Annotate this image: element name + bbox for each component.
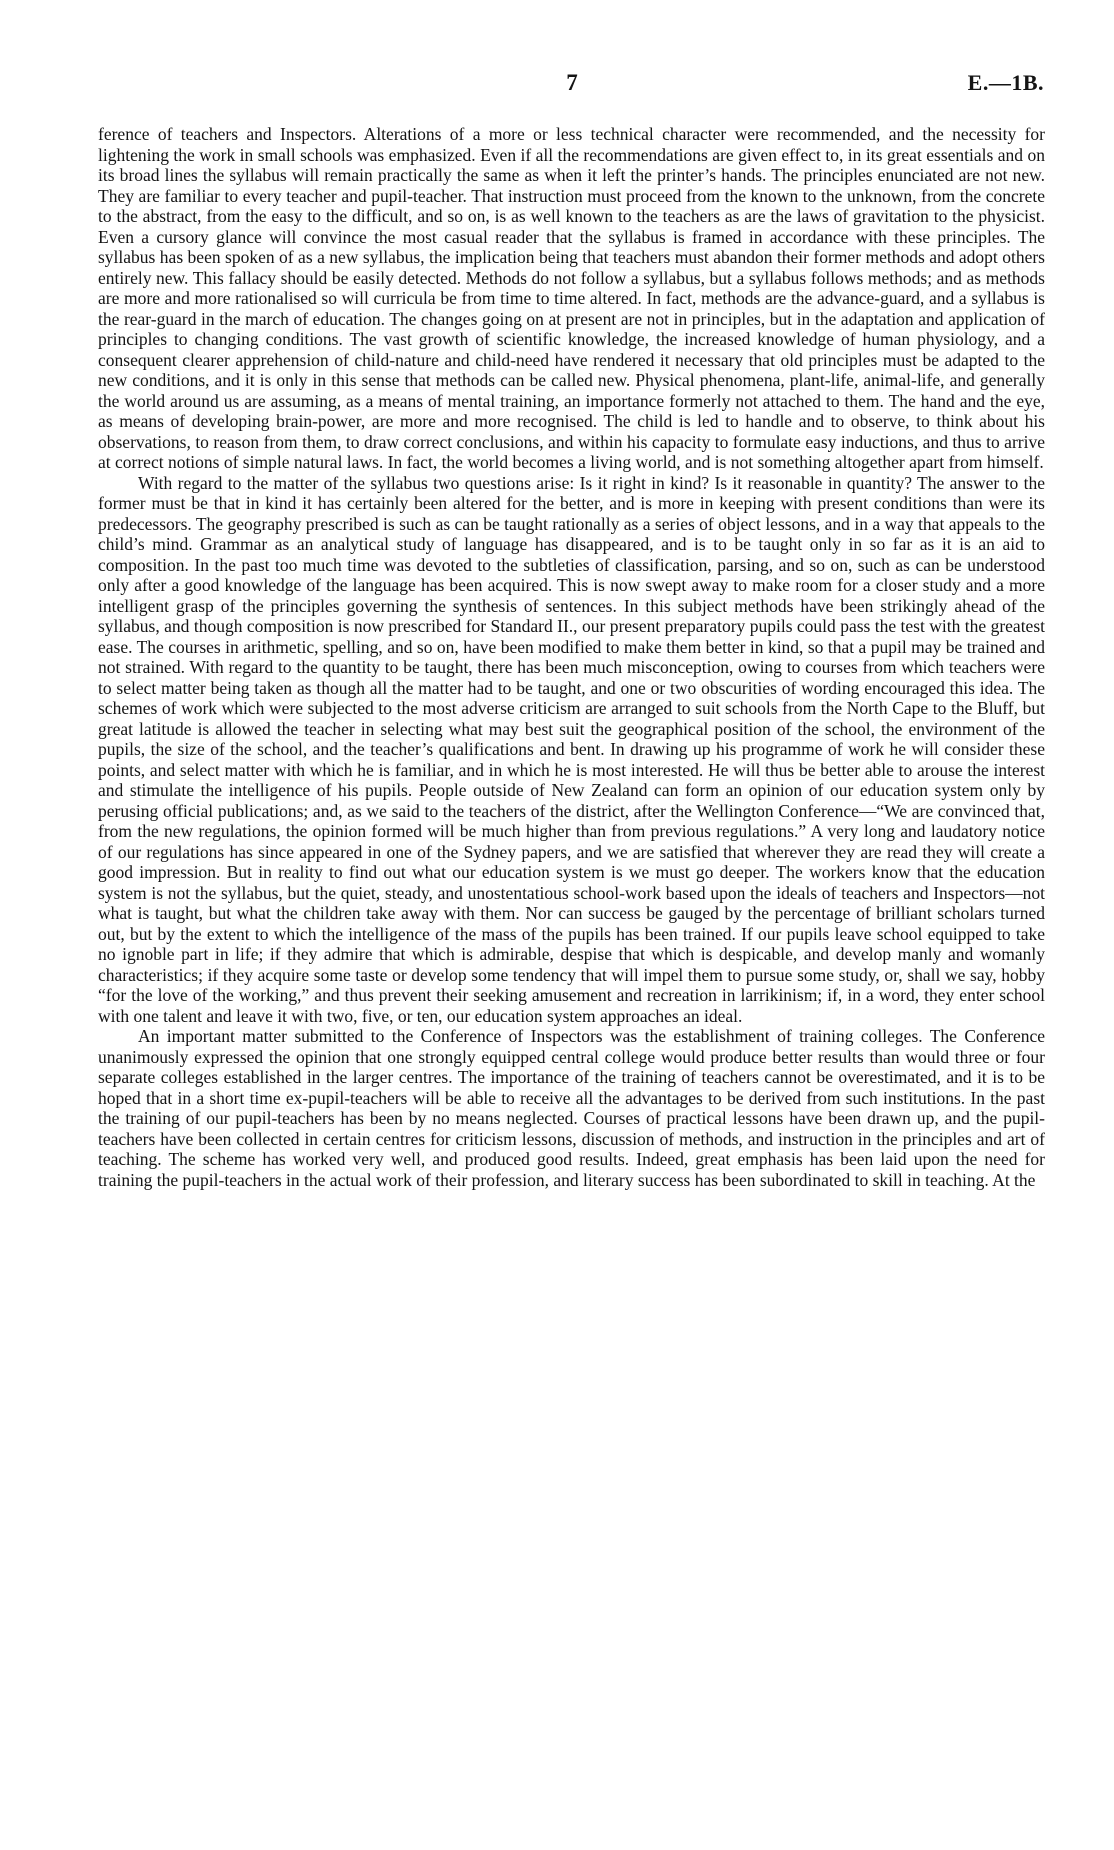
paragraph-syllabus-principles: ference of teachers and Inspectors. Alterations of a more or less technical character were recommended, and the necessity for lightening the work in small schools was emphasized. Even if all the recommendations are given effect to, in its great essentials and on its broad lines the syllabus will remain practically the same as when it left the printer’s hands. The principles enunciated are not new. They are familiar to every teacher and pupil-teacher. That instruction must proceed from the known to the unknown, from the concrete to the abstract, from the easy to the difficult, and so on, is as well known to the teachers as are the laws of gravitation to the physicist. Even a cursory glance will convince the most casual reader that the syllabus is framed in accordance with these principles. The syllabus has been spoken of as a new syllabus, the implication being that teachers must abandon their former methods and adopt others entirely new. This fallacy should be easily detected. Methods do not follow a syllabus, but a syllabus follows methods; and as methods are more and more rationalised so will curricula be from time to time altered. In fact, methods are the advance-guard, and a syllabus is the rear-guard in the march of education. The changes going on at present are not in principles, but in the adaptation and application of principles to changing conditions. The vast growth of scientific knowledge, the increased knowledge of human physiology, and a consequent clearer apprehension of child-nature and child-need have rendered it necessary that old principles must be adapted to the new conditions, and it is only in this sense that methods can be called new. Physical phenomena, plant-life, animal-life, and generally the world around us are assuming, as a means of mental training, an importance formerly not attached to them. The hand and the eye, as means of developing brain-power, are more and more recognised. The child is led to handle and to observe, to think about his observations, to reason from them, to draw correct conclusions, and within his capacity to formulate easy inductions, and thus to arrive at correct notions of simple natural laws. In fact, the world becomes a living world, and is not something altogether apart from himself.	[98, 124, 1045, 472]
page-number: 7	[566, 70, 578, 95]
page-header	[100, 70, 1044, 100]
paragraph-training-colleges: An important matter submitted to the Conference of Inspectors was the establishment of training colleges. The Conference unanimously expressed the opinion that one strongly equipped central college would produce better results than would three or four separate colleges established in the larger centres. The importance of the training of teachers cannot be overestimated, and it is to be hoped that in a short time ex-pupil-teachers will be able to receive all the advantages to be derived from such institutions. In the past the training of our pupil-teachers has been by no means neglected. Courses of practical lessons have been drawn up, and the pupil-teachers have been collected in certain centres for criticism lessons, discussion of methods, and instruction in the principles and art of teaching. The scheme has worked very well, and produced good results. Indeed, great emphasis has been laid upon the need for training the pupil-teachers in the actual work of their profession, and literary success has been subordinated to skill in teaching. At the	[98, 1026, 1045, 1190]
document-reference: E.—1B.	[967, 70, 1044, 95]
body-text	[98, 124, 1045, 1190]
paragraph-syllabus-matter: With regard to the matter of the syllabus two questions arise: Is it right in kind? Is it reasonable in quantity? The answer to the former must be that in kind it has certainly been altered for the better, and is more in keeping with present conditions than were its predecessors. The geography prescribed is such as can be taught rationally as a series of object lessons, and in a way that appeals to the child’s mind. Grammar as an analytical study of language has disappeared, and is to be taught only in so far as it is an aid to composition. In the past too much time was devoted to the subtleties of classification, parsing, and so on, such as can be understood only after a good knowledge of the language has been acquired. This is now swept away to make room for a closer study and a more intelligent grasp of the principles governing the synthesis of sentences. In this subject methods have been strikingly ahead of the syllabus, and though composition is now prescribed for Standard II., our present preparatory pupils could pass the test with the greatest ease. The courses in arithmetic, spelling, and so on, have been modified to make them better in kind, so that a pupil may be trained and not strained. With regard to the quantity to be taught, there has been much misconception, owing to courses from which teachers were to select matter being taken as though all the matter had to be taught, and one or two obscurities of wording encouraged this idea. The schemes of work which were subjected to the most adverse criticism are arranged to suit schools from the North Cape to the Bluff, but great latitude is allowed the teacher in selecting what may best suit the geographical position of the school, the environment of the pupils, the size of the school, and the teacher’s qualifications and bent. In drawing up his programme of work he will consider these points, and select matter with which he is familiar, and in which he is most interested. He will thus be better able to arouse the interest and stimulate the intelligence of his pupils. People outside of New Zealand can form an opinion of our education system only by perusing official publications; and, as we said to the teachers of the district, after the Wellington Conference—“We are convinced that, from the new regulations, the opinion formed will be much higher than from previous regulations.” A very long and laudatory notice of our regulations has since appeared in one of the Sydney papers, and we are satisfied that wherever they are read they will create a good impression. But in reality to find out what our education system is we must go deeper. The workers know that the education system is not the syllabus, but the quiet, steady, and unostentatious school-work based upon the ideals of teachers and Inspectors—not what is taught, but what the children take away with them. Nor can success be gauged by the percentage of brilliant scholars turned out, but by the extent to which the intelligence of the mass of the pupils has been trained. If our pupils leave school equipped to take no ignoble part in life; if they admire that which is admirable, despise that which is despicable, and develop manly and womanly characteristics; if they acquire some taste or develop some tendency that will impel them to pursue some study, or, shall we say, hobby “for the love of the working,” and thus prevent their seeking amusement and recreation in larrikinism; if, in a word, they enter school with one talent and leave it with two, five, or ten, our education system approaches an ideal.	[98, 472, 1045, 1026]
